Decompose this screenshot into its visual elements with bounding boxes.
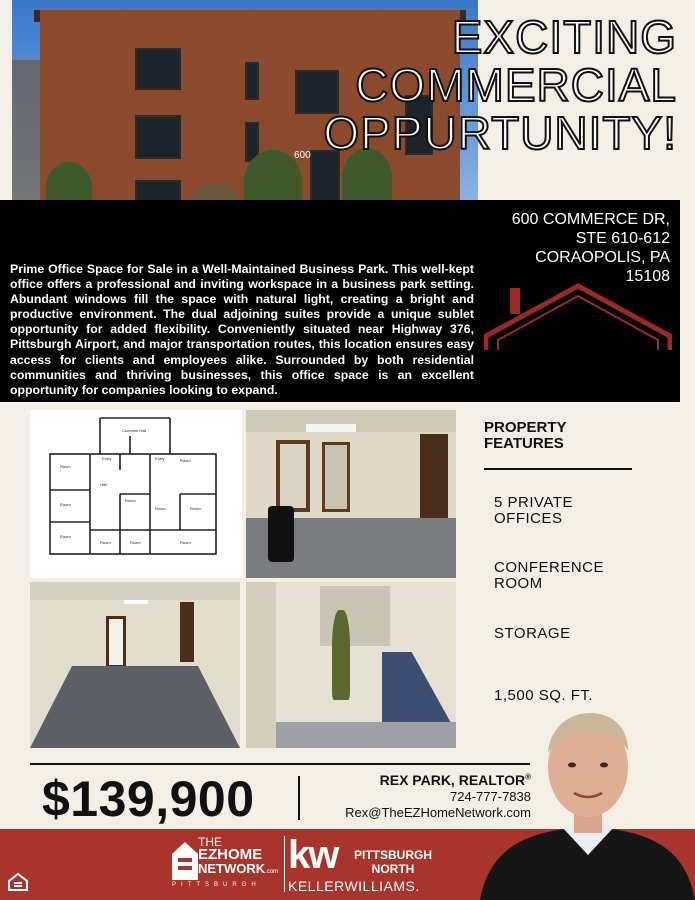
floor-plan-label: Room bbox=[180, 540, 191, 545]
ez-logo-line bbox=[198, 862, 278, 879]
headline-line: OPPURTUNITY! bbox=[323, 107, 677, 159]
ez-house-icon bbox=[172, 840, 198, 880]
headline-line: COMMERCIAL bbox=[355, 59, 677, 111]
floor-plan-label: Room bbox=[125, 498, 136, 503]
address-line: 15108 bbox=[625, 268, 670, 285]
headline-line: EXCITING bbox=[451, 11, 677, 63]
ez-logo-sub: PITTSBURGH bbox=[172, 882, 261, 888]
ez-logo-line: EZHOME bbox=[198, 846, 263, 863]
feature-item bbox=[494, 626, 571, 642]
ez-logo-the: THE bbox=[198, 835, 222, 849]
kw-office bbox=[354, 848, 432, 876]
interior-photo-hallway bbox=[30, 582, 240, 748]
address-line: STE 610-612 bbox=[575, 230, 670, 247]
house-roof-icon bbox=[484, 282, 672, 354]
property-address bbox=[480, 210, 670, 286]
floor-plan-label: Common Hall bbox=[122, 428, 147, 433]
feature-text: CONFERENCE bbox=[494, 559, 605, 576]
floor-plan-drawing bbox=[30, 410, 242, 578]
interior-photo-lobby bbox=[246, 410, 456, 578]
address-line: 600 COMMERCE DR, bbox=[511, 211, 670, 228]
interior-photo-stairwell bbox=[246, 582, 456, 748]
floor-plan-label: Room bbox=[60, 502, 71, 507]
floor-plan bbox=[30, 410, 242, 578]
features-divider bbox=[484, 468, 632, 470]
price: $139,900 bbox=[42, 771, 255, 827]
ez-logo-dotcom: .com bbox=[265, 869, 279, 875]
registered-mark: ® bbox=[525, 772, 531, 782]
kw-letters: kw bbox=[288, 833, 338, 877]
floor-plan-label: Room bbox=[130, 540, 141, 545]
features-title-line: PROPERTY bbox=[484, 419, 567, 436]
tree bbox=[12, 60, 42, 220]
kw-office-line: PITTSBURGH bbox=[354, 848, 432, 862]
address-line: CORAOPOLIS, PA bbox=[535, 249, 670, 266]
features-title-line: FEATURES bbox=[484, 435, 564, 452]
feature-item bbox=[494, 495, 573, 527]
property-description: Prime Office Space for Sale in a Well-Maintained Business Park. This well-kept office offers a professional and inviting workspace in a business park setting. Abundant windows fill the space with natural light, creating a bright and productive environment. The dual adjoining suites provide a unique sublet opportunity for added flexibility. Conveniently situated near Highway 376, Pittsburgh Airport, and major transportation routes, this location ensures easy access for clients and employees alike. Surrounded by both residential communities and thriving businesses, this office space is an excellent opportunity for companies looking to expand. bbox=[10, 262, 474, 397]
feature-text: 1,500 SQ. FT. bbox=[494, 687, 594, 704]
floor-plan-label: Hall bbox=[100, 482, 107, 487]
floor-plan-label: Room bbox=[60, 534, 71, 539]
features-title bbox=[484, 420, 567, 452]
agent-headshot bbox=[480, 705, 695, 900]
agent-email[interactable]: Rex@TheEZHomeNetwork.com bbox=[345, 805, 531, 820]
floor-plan-label: Room bbox=[155, 506, 166, 511]
kw-office-line: NORTH bbox=[371, 862, 415, 876]
floor-plan-label: Entry bbox=[155, 456, 165, 461]
ez-home-network-logo bbox=[172, 836, 284, 892]
floor-plan-label: Room bbox=[180, 458, 191, 463]
ez-logo-network: NETWORK bbox=[198, 861, 266, 876]
feature-item bbox=[494, 560, 604, 592]
logo-divider bbox=[284, 836, 285, 892]
floor-plan-label: Room bbox=[100, 540, 111, 545]
feature-text: 5 PRIVATE bbox=[494, 494, 573, 511]
floor-plan-label: Room bbox=[60, 464, 71, 469]
feature-text: ROOM bbox=[494, 575, 543, 592]
headline bbox=[323, 11, 677, 159]
agent-name-text: REX PARK, REALTOR bbox=[379, 772, 526, 788]
floor-plan-label: Entry bbox=[102, 456, 112, 461]
ez-logo-main bbox=[198, 848, 278, 879]
agent-phone[interactable]: 724-777-7838 bbox=[450, 789, 531, 804]
price-divider bbox=[30, 763, 530, 765]
floor-plan-label: Room bbox=[190, 506, 201, 511]
keller-williams-logo bbox=[288, 834, 438, 896]
kw-name: KELLERWILLIAMS. bbox=[288, 878, 420, 894]
feature-item bbox=[494, 688, 593, 704]
price-separator bbox=[298, 776, 300, 820]
building-number: 600 bbox=[294, 150, 311, 161]
feature-text: STORAGE bbox=[494, 625, 571, 642]
feature-text: OFFICES bbox=[494, 510, 563, 527]
equal-housing-icon bbox=[8, 872, 28, 892]
